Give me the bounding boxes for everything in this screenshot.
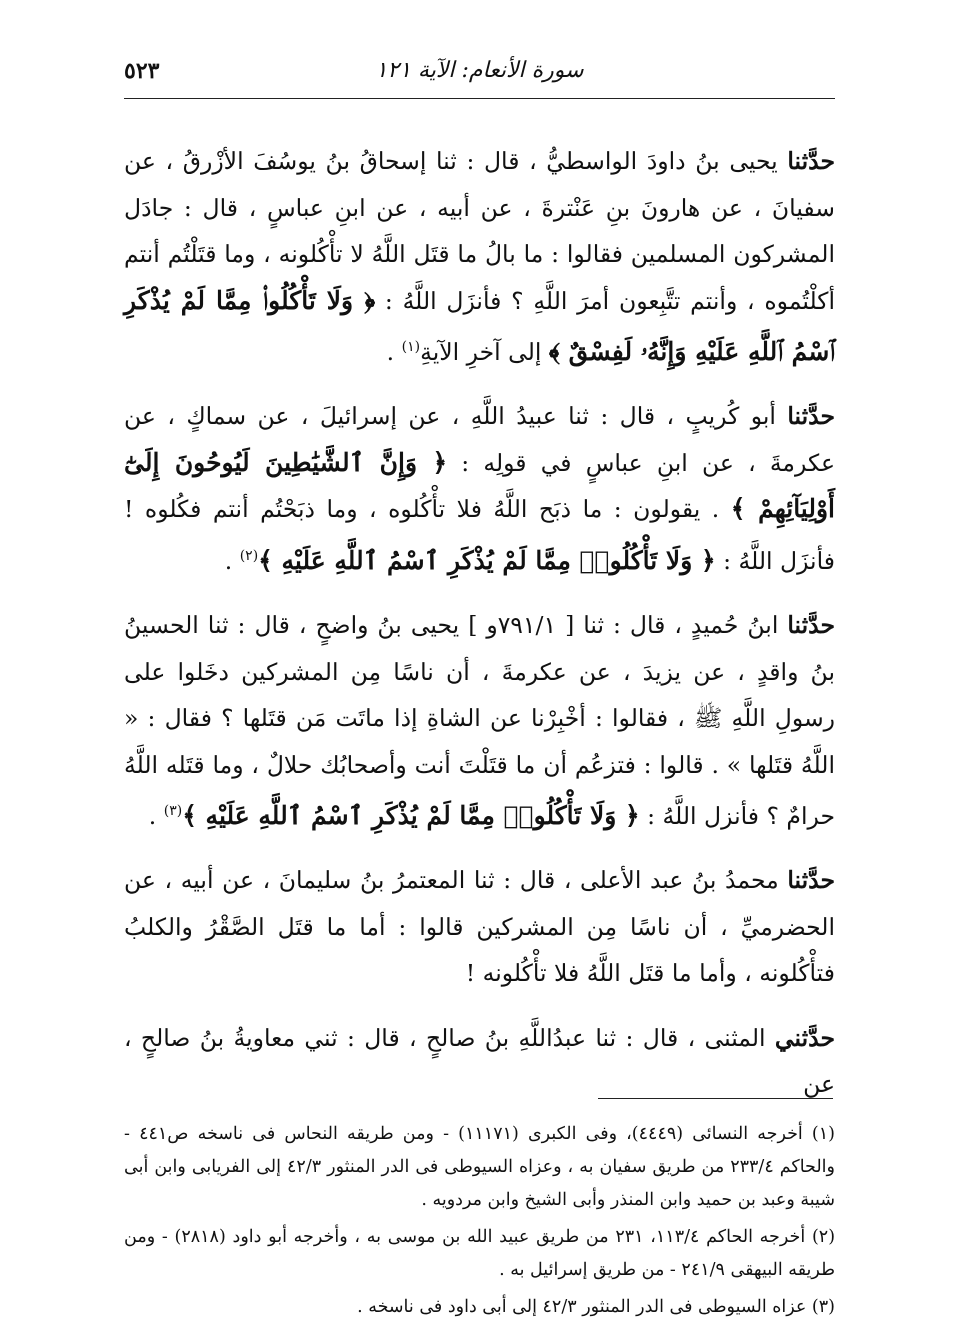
hadith-paragraph-3 <box>124 602 835 839</box>
surah-title: سورة الأنعام: الآية ١٢١ <box>375 58 584 83</box>
narration-lead: حدَّثنا <box>787 866 835 895</box>
footnote-ref: (١) <box>401 339 421 355</box>
narration-lead: حدَّثنا <box>787 611 835 640</box>
footnote-separator <box>598 1098 833 1099</box>
narration-text: . يقولون : ما ذبَح اللَّهُ فلا تأْكُلوه ، وما ذبَحْتُم أنتم فكُلوه ! فأنزَل اللَّهُ : <box>124 495 835 575</box>
footnote-1: (١) أخرجه النسائى (٤٤٤٩)، وفى الكبرى (١١١٧١) - ومن طريقه النحاس فى ناسخه ص٤٤١ - والحاكم ٢٣٣/٤ من طريق سفيان به ، وعزاه السيوطى فى الدر المنثور ٤٢/٣ إلى الفريابى وابن أبى شيبة وعبد بن حميد وابن المنذر وأبى الشيخ وابن مردويه . <box>124 1124 835 1210</box>
footnote-2: (٢) أخرجه الحاكم ١١٣/٤، ٢٣١ من طريق عبيد الله بن موسى به ، وأخرجه أبو داود (٢٨١٨) - ومن طريقه البيهقى ٢٤١/٩ - من طريق إسرائيل به . <box>124 1227 836 1280</box>
footnote-ref: (٢) <box>239 547 259 564</box>
quran-verse: ﴿ وَلَا تَأْكُلُوا۟ مِمَّا لَمْ يُذْكَرِ ٱسْمُ ٱللَّهِ عَلَيْهِ ﴾ <box>258 545 716 575</box>
footnote-3: (٣) عزاه السيوطى فى الدر المنثور ٤٢/٣ إلى أبى داود فى ناسخه . <box>357 1297 835 1317</box>
narration-lead: حدَّثنا <box>787 147 835 175</box>
footnotes <box>124 1118 835 1328</box>
hadith-paragraph-5 <box>124 1015 835 1108</box>
narration-text: يحيى بنُ داودَ الواسطيُّ ، قال : ثنا إسحاقُ بنُ يوسُفَ الأزْرقُ ، عن سفيانَ ، عن هارونَ بنِ عَنْترةَ ، عن أبيه ، عن ابنِ عباسٍ ، قال : جادَل المشركون المسلمين فقالوا : ما بالُ ما قتَل اللَّهُ لا تأْكُلونه ، وما قتَلْتُم أنتم أكلْتُموه ، وأنتم تتَّبِعون أمرَ اللَّهِ ؟ فأنزَل اللَّهُ : <box>124 147 835 315</box>
narration-lead: حدَّثني <box>774 1023 835 1052</box>
hadith-paragraph-2 <box>124 393 835 584</box>
narration-lead: حدَّثنا <box>787 402 835 431</box>
hadith-paragraph-1 <box>124 138 835 375</box>
main-text <box>124 138 835 1126</box>
narration-text: محمدُ بنُ عبد الأعلى ، قال : ثنا المعتمرُ بنُ سليمانَ ، عن أبيه ، عن الحضرميِّ ، أن ناسًا مِن المشركين قالوا : أما ما قتَل الصَّقْرُ والكلبُ فتأْكُلونه ، وأما ما قتَل اللَّهُ فلا تأْكُلونه ! <box>124 866 835 988</box>
hadith-paragraph-4 <box>124 857 835 997</box>
running-header <box>124 58 835 99</box>
narration-end: . <box>148 801 164 830</box>
narration-end: . <box>386 337 402 366</box>
narration-text: أبو كُريبٍ ، قال : ثنا عبيدُ اللَّهِ ، عن إسرائيلَ ، عن سماكٍ ، عن عكرمةَ ، عن ابنِ عباسٍ في قولِه : <box>124 402 835 477</box>
narration-text: ابنُ حُميدٍ ، قال : ثنا [ ٧٩١/١و ] يحيى بنُ واضحٍ ، قال : ثنا الحسينُ بنُ واقدٍ ، عن يزيدَ ، عن عكرمةَ ، أن ناسًا مِن المشركين دخَلوا على رسولِ اللَّهِ ﷺ ، فقالوا : أخْبِرْنا عن الشاةِ إذا ماتَت مَن قتَلها ؟ فقال : « اللَّهُ قتَلها » . قالوا : فتزعُم أن ما قتَلْتَ أنت وأصحابُك حلالٌ ، وما قتَله اللَّهُ حرامٌ ؟ فأنزل اللَّهُ : <box>124 611 835 830</box>
page-number: ٥٢٣ <box>124 58 160 84</box>
narration-text: المثنى ، قال : ثنا عبدُاللَّهِ بنُ صالحٍ ، قال : ثني معاويةُ بنُ صالحٍ ، عن <box>124 1023 835 1099</box>
quran-verse: ﴿ وَلَا تَأْكُلُوا۟ مِمَّا لَمْ يُذْكَرِ ٱسْمُ ٱللَّهِ عَلَيْهِ ﴾ <box>182 800 640 830</box>
narration-end: . <box>224 546 240 575</box>
narration-text: إلى آخرِ الآيةِ <box>420 337 549 366</box>
footnote-ref: (٣) <box>163 803 183 820</box>
quran-verse: ﴿ وَلَا تَأْكُلُوا۟ مِمَّا لَمْ يُذْكَرِ ٱسْمُ ٱللَّهِ عَلَيْهِ وَإِنَّهُۥ لَفِسْقٌ ﴾ <box>124 285 835 366</box>
quran-verse: ﴿ وَإِنَّ ٱلشَّيَٰطِينَ لَيُوحُونَ إِلَىٰٓ أَوْلِيَآئِهِمْ ﴾ <box>124 447 835 524</box>
